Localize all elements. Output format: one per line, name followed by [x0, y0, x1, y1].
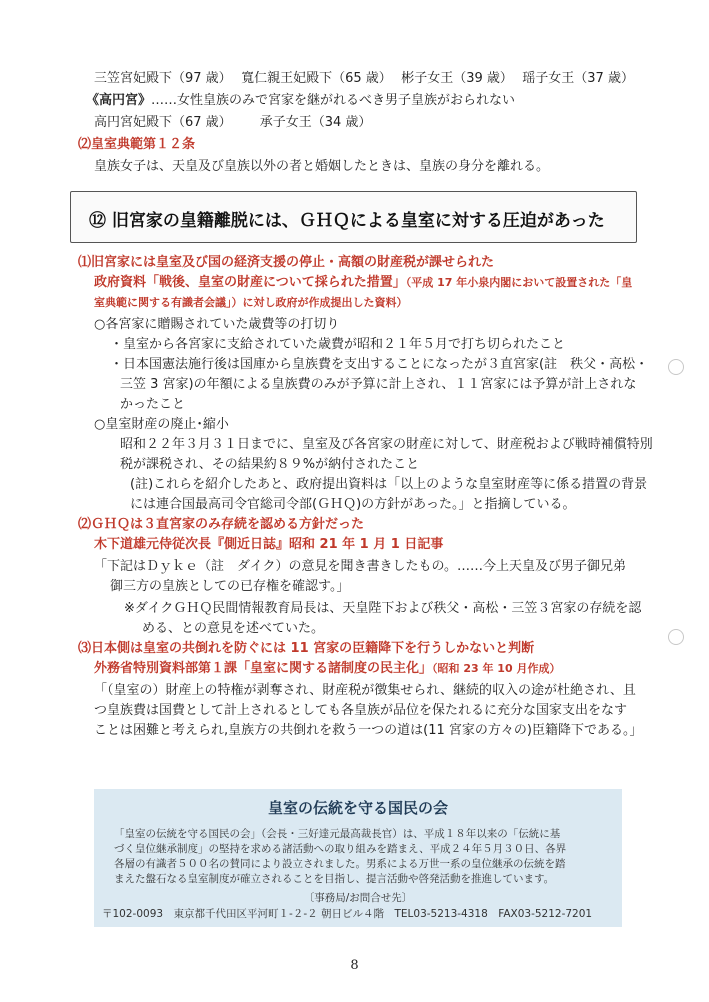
- binder-hole: [668, 629, 684, 645]
- part2-quote: 御三方の皇族としての已存権を確認す。」: [110, 579, 350, 594]
- takamado-line: [86, 92, 515, 110]
- age-item: 瑶子女王（37 歳）: [522, 71, 634, 86]
- part3-source-sub: （昭和 23 年 10 月作成）: [432, 662, 561, 675]
- part2-source: 木下道雄元侍従次長『側近日誌』昭和 21 年 1 月 1 日記事: [94, 537, 444, 552]
- takamado-label: 《高円宮》: [86, 93, 152, 108]
- organization-text: まえた盤石なる皇室制度が確立されることを目指し、提言活動や啓発活動を推進しています。: [114, 873, 555, 885]
- part2-quote: 「下記はＤｙｋｅ（註 ダイク）の意見を聞き書きしたもの。……今上天皇及び男子御兄弟: [94, 559, 626, 574]
- article-text: 皇族女子は、天皇及び皇族以外の者と婚姻したときは、皇族の身分を離れる。: [94, 159, 550, 174]
- part3-quote: ことは困難と考えられ,皇族方の共倒れを救う一つの道は(11 宮家の方々の)臣籍降下である。」: [94, 723, 643, 738]
- age-item: 彬子女王（39 歳）: [401, 71, 513, 86]
- part3-source: [94, 660, 560, 678]
- age-item: 高円宮妃殿下（67 歳）: [94, 115, 232, 130]
- part1-item1-bullet2-cont: 三笠 3 宮家)の年額による皇族費のみが予算に計上され、１１宮家には予算が計上されな: [120, 377, 637, 392]
- part3-source-main: 外務省特別資料部第１課「皇室に関する諸制度の民主化」: [94, 661, 433, 676]
- part1-source-sub: （平成 17 年小泉内閣において設置された「皇: [405, 276, 633, 289]
- part3-heading: ⑶日本側は皇室の共倒れを防ぐには 11 宮家の臣籍降下を行うしかないと判断: [78, 641, 535, 656]
- part1-source-line2: 室典範に関する有識者会議」）に対し政府が作成提出した資料）: [94, 296, 408, 309]
- part1-note: (註)これらを紹介したあと、政府提出資料は「以上のような皇室財産等に係る措置の背景: [130, 477, 648, 492]
- organization-title: 皇室の伝統を守る国民の会: [267, 799, 448, 817]
- part2-note: める、との意見を述べていた。: [142, 621, 325, 636]
- binder-hole: [668, 359, 684, 375]
- organization-panel: [94, 789, 622, 927]
- part1-item2-title: ○皇室財産の廃止･縮小: [94, 417, 229, 432]
- age-item: 三笠宮妃殿下（97 歳）: [94, 71, 232, 86]
- contact-line: [102, 907, 592, 921]
- part1-heading: ⑴旧宮家には皇室及び国の経済支援の停止・高額の財産税が課せられた: [78, 255, 495, 270]
- part1-item1-bullet1: ・皇室から各宮家に支給されていた歳費が昭和２１年５月で打ち切られたこと: [110, 337, 566, 352]
- part3-quote: 「（皇室の）財産上の特権が剥奪され、財産税が徴集せられ、継続的収入の途が杜絶され、且: [94, 683, 636, 698]
- ages-row-1: [94, 70, 634, 88]
- part3-quote: つ皇族費は国費として計上されるとしても各皇族が品位を保たれるに充分な国家支出をなす: [94, 703, 628, 718]
- article-heading: ⑵皇室典範第１２条: [78, 137, 196, 152]
- part1-source: [94, 274, 632, 292]
- age-item: 承子女王（34 歳）: [259, 115, 372, 130]
- contact-address: 東京都千代田区平河町１-２-２ 朝日ビル４階: [173, 908, 384, 920]
- part1-item1-bullet2: ・日本国憲法施行後は国庫から皇族費を支出することになったが３直宮家(註 秩父・高松・: [110, 357, 649, 372]
- age-item: 寬仁親王妃殿下（65 歳）: [241, 71, 392, 86]
- contact-fax: FAX03-5212-7201: [498, 908, 593, 920]
- contact-postal: 〒102-0093: [102, 908, 164, 920]
- part1-note: には連合国最高司令官総司令部(ＧＨＱ)の方針があった。」と指摘している。: [130, 497, 576, 512]
- ages-row-2: [94, 114, 371, 132]
- contact-heading: 〔事務局/お問合せ先〕: [303, 892, 413, 904]
- organization-text: 各層の有識者５００名の賛同により設立されました。男系による万世一系の皇位継承の伝統を踏: [114, 858, 566, 870]
- part2-note: ※ダイクＧＨＱ民間情報教育局長は、天皇陛下および秩父・高松・三笠３宮家の存続を認: [124, 601, 642, 616]
- part2-heading: ⑵ＧＨＱは３直宮家のみ存続を認める方針だった: [78, 517, 365, 532]
- part1-item1-title: ○各宮家に贈賜されていた歳費等の打切り: [94, 317, 340, 332]
- contact-tel: TEL03-5213-4318: [394, 908, 488, 920]
- part1-source-main: 政府資料「戦後、皇室の財産について採られた措置」: [94, 275, 406, 290]
- takamado-text: ……女性皇族のみで宮家を継がれるべき男子皇族がおられない: [151, 93, 516, 108]
- part1-item1-bullet2-cont: かったこと: [120, 397, 186, 412]
- organization-text: づく皇位継承制度」の堅持を求める諸活動への取り組みを踏まえ、平成２４年５月３０日、各界: [114, 843, 567, 855]
- part1-item2-text: 税が課税され、その結果約８９%が納付されたこと: [120, 457, 420, 472]
- organization-text: 「皇室の伝統を守る国民の会」（会長・三好達元最高裁長官）は、平成１８年以来の「伝統に基: [114, 828, 561, 840]
- section-box: [70, 191, 637, 243]
- part1-item2-text: 昭和２２年３月３１日までに、皇室及び各宮家の財産に対して、財産税および戦時補償特別: [120, 437, 653, 452]
- section-title: ⑫ 旧宮家の皇籍離脱には、ＧＨＱによる皇室に対する圧迫があった: [89, 211, 605, 231]
- page-number: 8: [350, 958, 359, 973]
